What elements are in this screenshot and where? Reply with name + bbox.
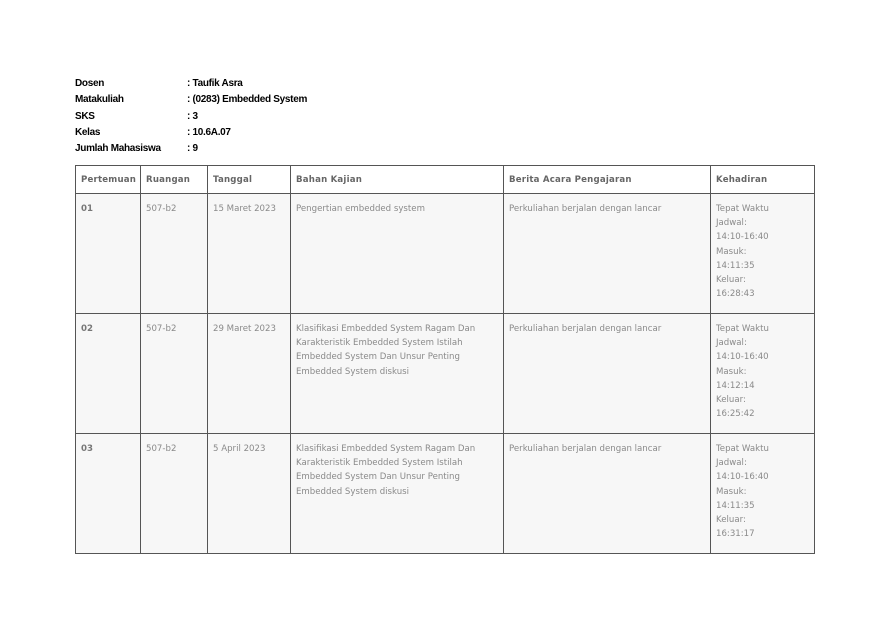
table-row — [76, 314, 815, 434]
cell-ruangan: 507-b2 — [141, 314, 208, 434]
cell-ruangan: 507-b2 — [141, 434, 208, 554]
attendance-out-value: 16:31:17 — [716, 529, 755, 540]
attendance-in-label: Masuk: — [716, 486, 747, 497]
attendance-out-value: 16:28:43 — [716, 289, 755, 300]
info-label: SKS — [75, 110, 95, 122]
info-row-jumlah-mahasiswa — [75, 141, 307, 157]
cell-kehadiran — [711, 434, 815, 554]
header-tanggal: Tanggal — [208, 166, 291, 194]
info-label: Dosen — [75, 78, 105, 89]
attendance-schedule-label: Jadwal: — [716, 218, 747, 229]
info-label: Kelas — [75, 126, 101, 138]
info-row-dosen — [75, 76, 307, 92]
table-header-row — [76, 166, 815, 194]
header-kehadiran: Kehadiran — [711, 166, 815, 194]
cell-bahan-kajian: Klasifikasi Embedded System Ragam Dan Karakteristik Embedded System Istilah Embedded System Dan Unsur Penting Embedded System diskusi — [291, 314, 504, 434]
schedule-table — [75, 165, 815, 554]
info-value: : 3 — [187, 110, 198, 122]
cell-pertemuan: 02 — [76, 314, 141, 434]
header-ruangan: Ruangan — [141, 166, 208, 194]
attendance-in-label: Masuk: — [716, 246, 747, 257]
attendance-in-value: 14:12:14 — [716, 380, 755, 391]
header-pertemuan: Pertemuan — [76, 166, 141, 194]
info-row-matakuliah — [75, 92, 307, 108]
cell-kehadiran — [711, 194, 815, 314]
cell-ruangan: 507-b2 — [141, 194, 208, 314]
cell-pertemuan: 01 — [76, 194, 141, 314]
attendance-in-label: Masuk: — [716, 366, 747, 377]
attendance-schedule-label: Jadwal: — [716, 338, 747, 349]
attendance-out-label: Keluar: — [716, 515, 746, 526]
info-value: : Taufik Asra — [187, 78, 243, 89]
attendance-status: Tepat Waktu — [716, 444, 769, 454]
attendance-out-value: 16:25:42 — [716, 409, 755, 420]
info-value: : 9 — [187, 143, 198, 155]
attendance-schedule-value: 14:10-16:40 — [716, 232, 769, 243]
attendance-in-value: 14:11:35 — [716, 500, 755, 511]
table-row — [76, 434, 815, 554]
attendance-status: Tepat Waktu — [716, 204, 769, 214]
cell-berita-acara: Perkuliahan berjalan dengan lancar — [504, 314, 711, 434]
header-berita-acara: Berita Acara Pengajaran — [504, 166, 711, 194]
cell-bahan-kajian: Pengertian embedded system — [291, 194, 504, 314]
cell-tanggal: 29 Maret 2023 — [208, 314, 291, 434]
cell-bahan-kajian: Klasifikasi Embedded System Ragam Dan Karakteristik Embedded System Istilah Embedded System Dan Unsur Penting Embedded System diskusi — [291, 434, 504, 554]
table-row — [76, 194, 815, 314]
cell-berita-acara: Perkuliahan berjalan dengan lancar — [504, 194, 711, 314]
info-value: : 10.6A.07 — [187, 126, 231, 138]
cell-kehadiran — [711, 314, 815, 434]
attendance-schedule-value: 14:10-16:40 — [716, 472, 769, 483]
course-info — [75, 76, 307, 157]
info-value: : (0283) Embedded System — [187, 94, 308, 106]
attendance-out-label: Keluar: — [716, 275, 746, 286]
cell-tanggal: 15 Maret 2023 — [208, 194, 291, 314]
info-label: Matakuliah — [75, 94, 124, 106]
attendance-status: Tepat Waktu — [716, 324, 769, 334]
attendance-in-value: 14:11:35 — [716, 260, 755, 271]
info-label: Jumlah Mahasiswa — [75, 143, 161, 155]
info-row-kelas — [75, 125, 307, 141]
attendance-schedule-value: 14:10-16:40 — [716, 352, 769, 363]
cell-berita-acara: Perkuliahan berjalan dengan lancar — [504, 434, 711, 554]
cell-pertemuan: 03 — [76, 434, 141, 554]
header-bahan-kajian: Bahan Kajian — [291, 166, 504, 194]
cell-tanggal: 5 April 2023 — [208, 434, 291, 554]
attendance-schedule-label: Jadwal: — [716, 458, 747, 469]
info-row-sks — [75, 109, 307, 125]
attendance-out-label: Keluar: — [716, 395, 746, 406]
